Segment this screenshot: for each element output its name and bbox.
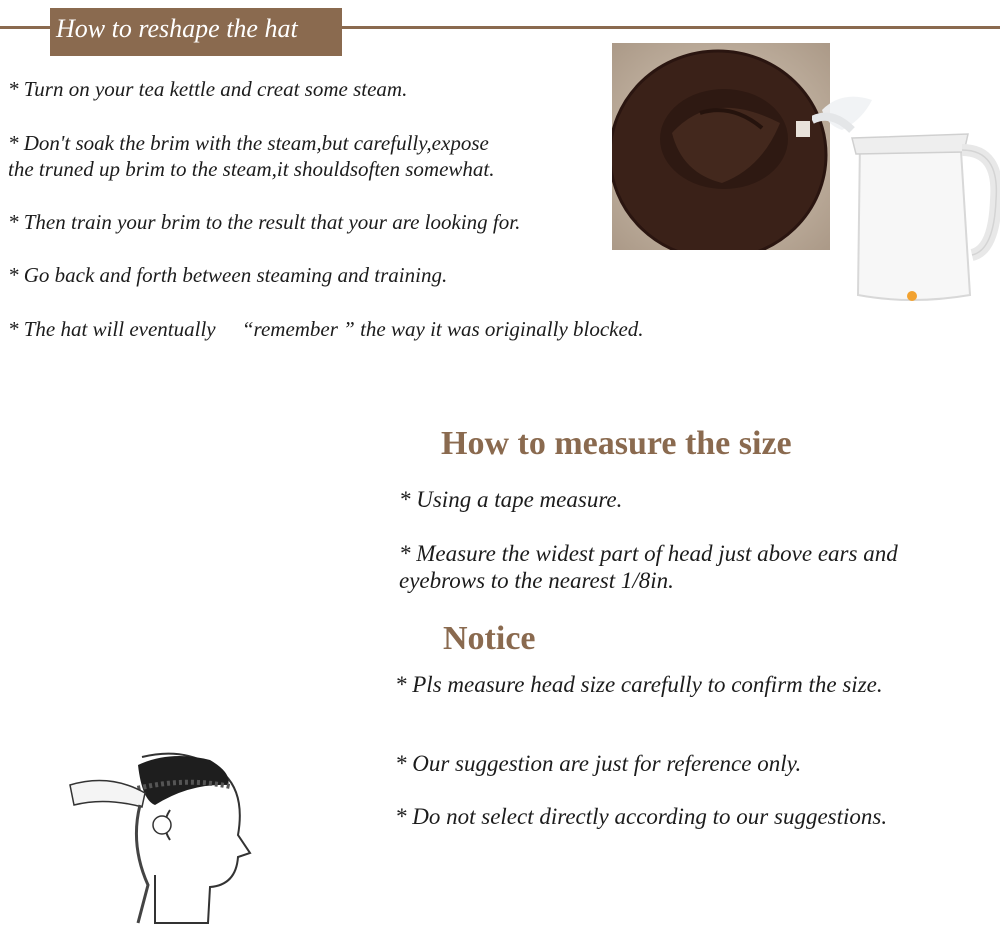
notice-item-1: * Pls measure head size carefully to confirm the size. — [395, 672, 883, 697]
reshape-step-4: * Go back and forth between steaming and training. — [8, 263, 448, 287]
reshape-step-2: * Don't soak the brim with the steam,but carefully,expose — [8, 131, 489, 155]
reshape-step-3: * Then train your brim to the result that your are looking for. — [8, 210, 521, 234]
measure-title: How to measure the size — [441, 425, 792, 462]
measure-step-1: * Using a tape measure. — [399, 487, 623, 512]
kettle-illustration — [812, 90, 1000, 306]
reshape-step-5: * The hat will eventually “remember ” the way it was originally blocked. — [8, 317, 644, 341]
notice-item-2: * Our suggestion are just for reference only. — [395, 751, 802, 776]
reshape-step-1: * Turn on your tea kettle and creat some steam. — [8, 77, 408, 101]
notice-item-3: * Do not select directly according to our suggestions. — [395, 804, 888, 829]
hat-photo — [612, 43, 830, 250]
reshape-step-2-cont: the truned up brim to the steam,it shouldsoften somewhat. — [8, 157, 495, 181]
notice-title: Notice — [443, 620, 536, 657]
reshape-title: How to reshape the hat — [50, 8, 342, 56]
head-measure-illustration — [60, 745, 260, 925]
measure-step-2: * Measure the widest part of head just above ears and eyebrows to the nearest 1/8in. — [399, 541, 898, 593]
